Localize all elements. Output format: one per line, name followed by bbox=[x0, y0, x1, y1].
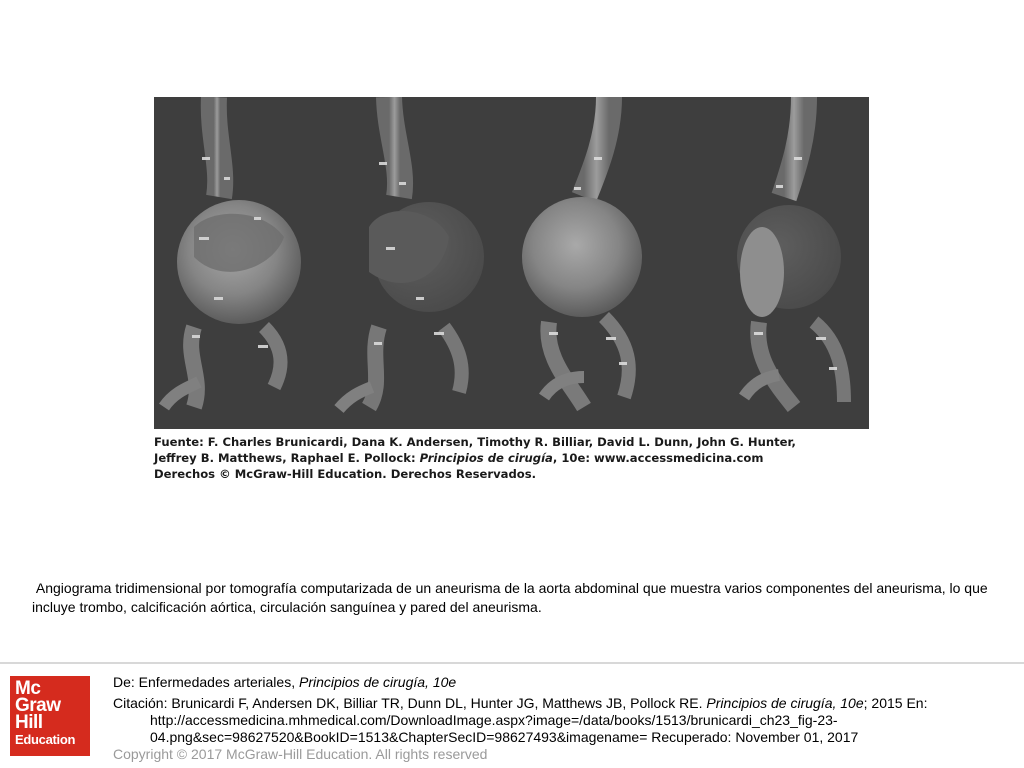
citation-text: Citación: Brunicardi F, Andersen DK, Billiar TR, Dunn DL, Hunter JG, Matthews JB, Pollock RE. Principios de cirugía, 10e; 2015 En: http://accessmedicina.mhmedical.com/DownloadImage.aspx?image=/data/books/1513/brunicardi_ch23_fig-23-04.png&sec=98627520&BookID=1513&ChapterSecID=98627493&imagename= Recuperado: November 01, 2017 bbox=[113, 695, 928, 745]
angiogram-image bbox=[154, 97, 869, 429]
source-line-1: Fuente: F. Charles Brunicardi, Dana K. Andersen, Timothy R. Billiar, David L. Dunn, John G. Hunter, bbox=[154, 435, 796, 449]
mcgraw-hill-logo: Mc Graw Hill Education bbox=[10, 676, 90, 756]
figure bbox=[154, 97, 869, 495]
source-line-2: Jeffrey B. Matthews, Raphael E. Pollock: Principios de cirugía, 10e: www.accessmedicina.com bbox=[154, 451, 764, 465]
divider bbox=[0, 662, 1024, 664]
figure-source-credit bbox=[154, 429, 869, 495]
from-line: De: Enfermedades arteriales, Principios de cirugía, 10e bbox=[113, 674, 457, 690]
source-line-3: Derechos © McGraw-Hill Education. Derechos Reservados. bbox=[154, 467, 537, 481]
figure-caption: Angiograma tridimensional por tomografía computarizada de un aneurisma de la aorta abdominal que muestra varios componentes del aneurisma, lo que incluye trombo, calcificación aórtica, circulación sanguínea y pared del aneurisma. bbox=[32, 580, 988, 615]
citation-block bbox=[113, 674, 993, 763]
copyright-text: Copyright © 2017 McGraw-Hill Education. All rights reserved bbox=[113, 746, 488, 762]
